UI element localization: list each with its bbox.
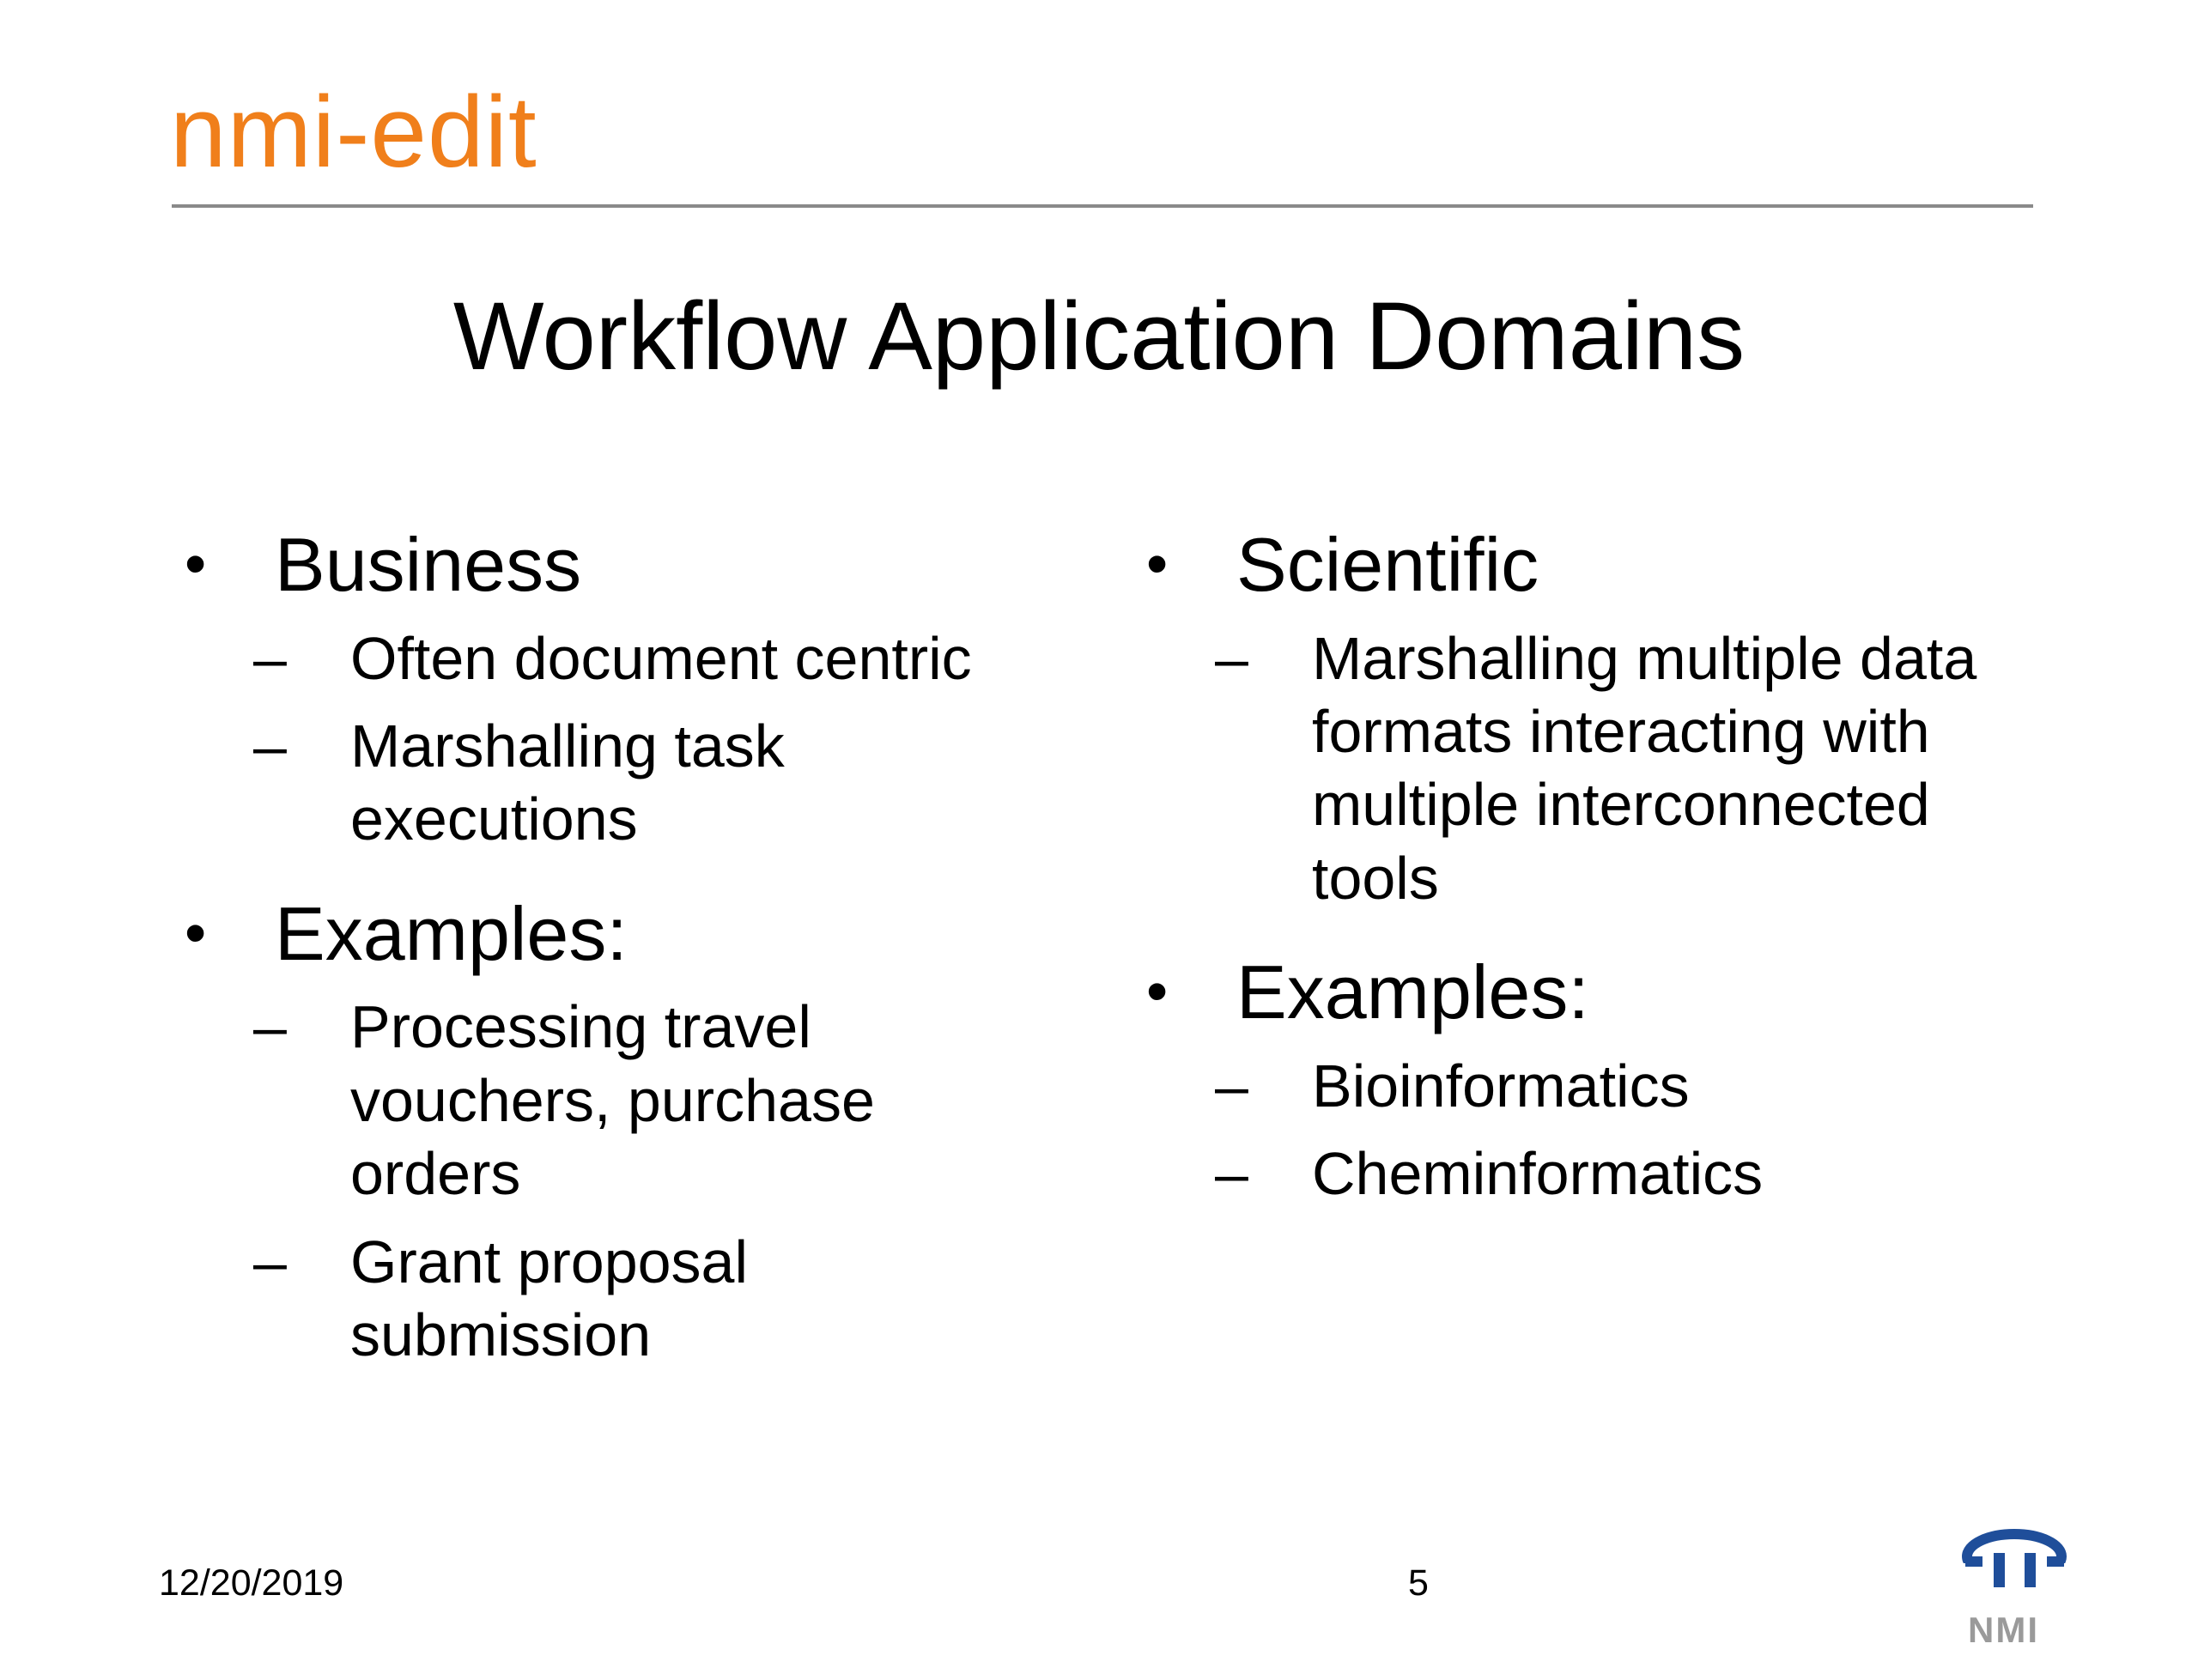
sub-item [253,1226,1043,1373]
bullet-item [1146,519,2005,930]
bullet-marker: • [1146,530,1169,598]
nmi-logo [1949,1524,2078,1661]
sub-item-text: Marshalling multiple data formats interacting with multiple interconnected tools [1312,624,1977,912]
dash-marker: – [253,624,287,692]
logo-text: NMI [1968,1610,2039,1650]
right-column [1146,519,2005,1226]
sub-item-text: Grant proposal submission [350,1228,749,1368]
sub-item-text: Often document centric [350,624,972,692]
sub-item-text: Processing travel vouchers, purchase orders [350,993,875,1208]
dash-marker: – [1215,624,1248,692]
bullet-marker: • [185,898,207,967]
sub-list [1215,622,2005,916]
dash-marker: – [253,712,287,779]
bullet-marker: • [1146,957,1169,1027]
bullet-item [185,889,1043,1387]
nmi-logo-icon [1961,1524,2068,1601]
brand-header: nmi-edit [170,76,537,189]
sub-item-text: Bioinformatics [1312,1052,1690,1119]
page-number: 5 [1408,1562,1429,1604]
sub-item [253,991,1043,1210]
sub-item-text: Marshalling task executions [350,712,785,853]
sub-item [1215,622,2005,916]
dash-marker: – [1215,1052,1248,1119]
sub-item [1215,1050,2005,1123]
sub-item [253,710,1043,857]
bullet-item [1146,947,2005,1225]
header-divider [172,204,2033,208]
sub-list [253,622,1043,857]
sub-item [1215,1137,2005,1210]
sub-item-text: Cheminformatics [1312,1140,1764,1208]
bullet-label: Examples: [275,890,628,976]
footer-date: 12/20/2019 [159,1562,344,1604]
dash-marker: – [1215,1140,1248,1208]
sub-item [253,622,1043,695]
bullet-label: Examples: [1236,949,1589,1035]
bullet-label: Scientific [1236,522,1539,607]
sub-list [253,991,1043,1372]
slide-title: Workflow Application Domains [452,282,1746,390]
dash-marker: – [253,1228,287,1295]
bullet-marker: • [185,530,207,598]
sub-list [1215,1050,2005,1211]
bullet-label: Business [275,522,582,607]
bullet-item [185,519,1043,871]
dash-marker: – [253,993,287,1061]
left-column [185,519,1043,1386]
